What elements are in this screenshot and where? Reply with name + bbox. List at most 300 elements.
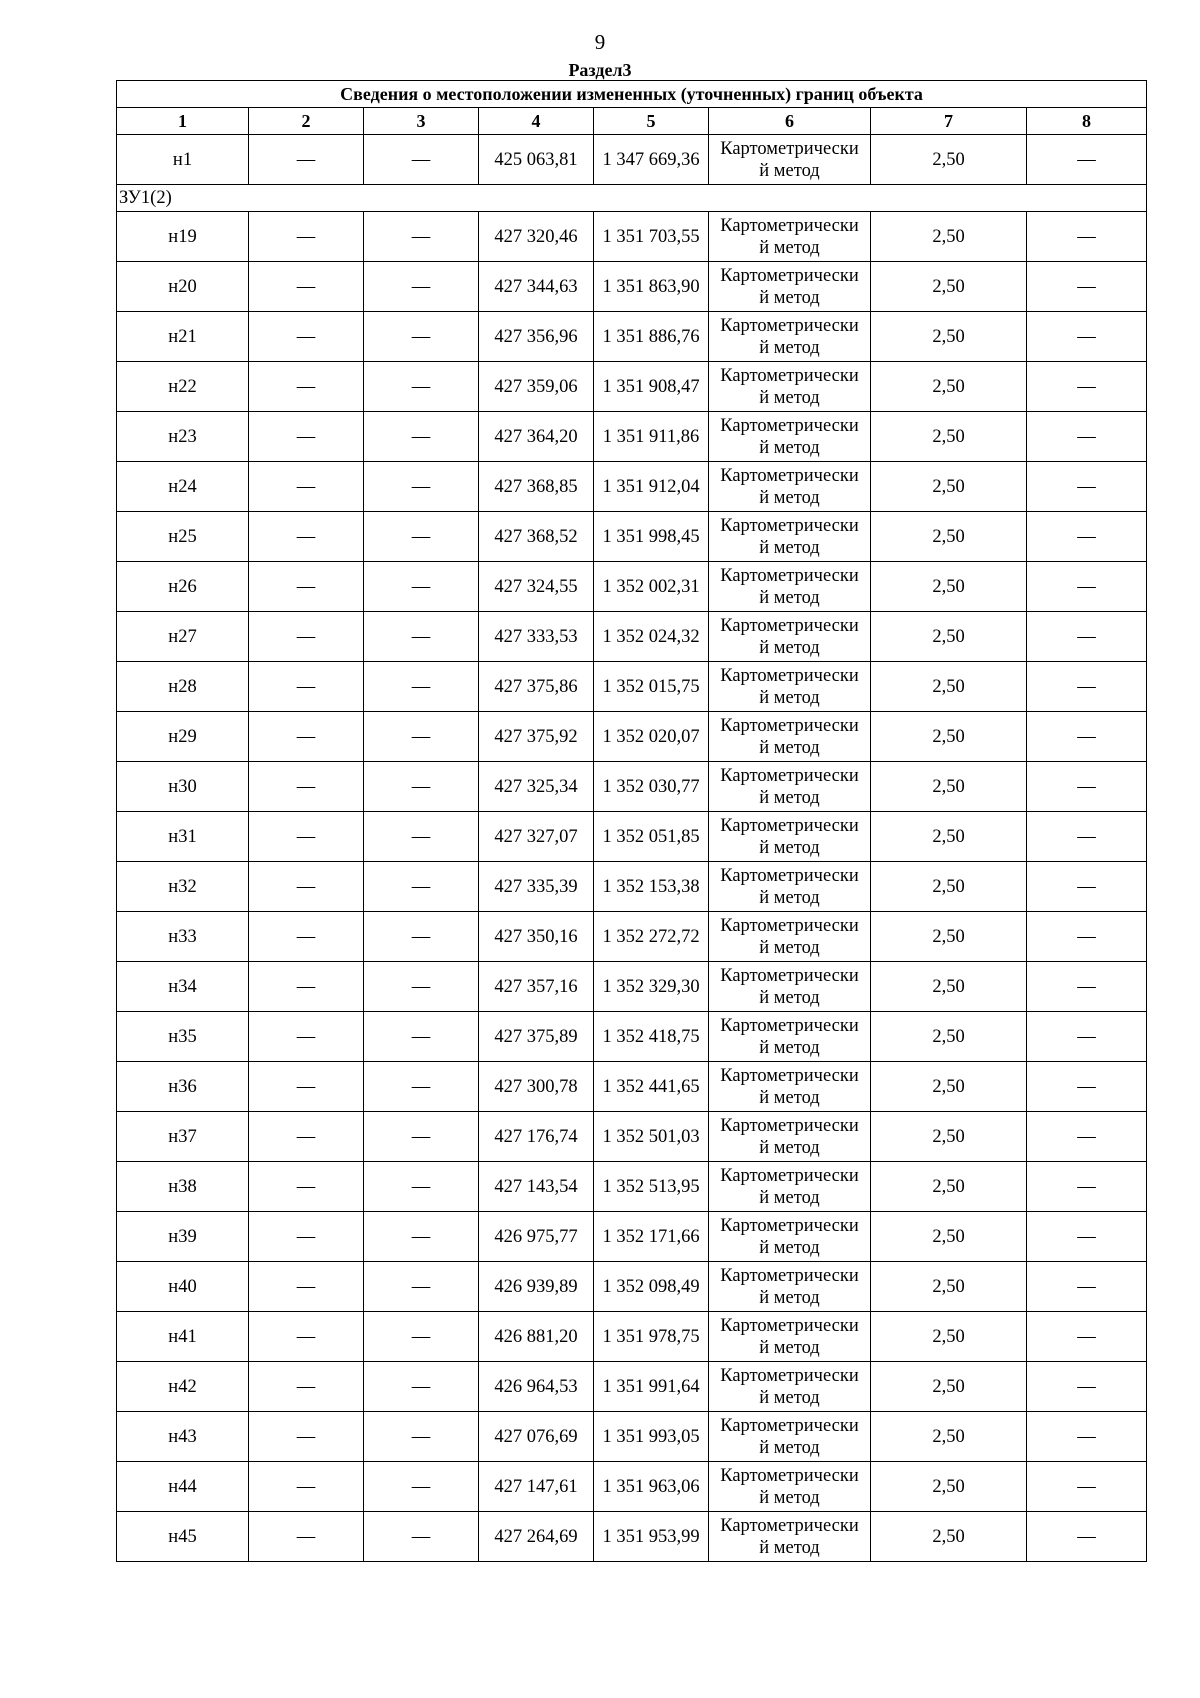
method-line-1: Картометрически [720,915,859,936]
y-coordinate-cell: 1 352 015,75 [594,662,709,712]
table-row [117,1262,1147,1312]
accuracy-cell: 2,50 [871,712,1027,762]
table-row [117,135,1147,185]
y-coordinate-cell: 1 352 002,31 [594,562,709,612]
method-line-1: Картометрически [720,965,859,986]
method-line-2: й метод [759,687,820,708]
y-coordinate-cell: 1 352 024,32 [594,612,709,662]
accuracy-cell: 2,50 [871,1312,1027,1362]
method-cell [709,812,871,862]
method-cell [709,512,871,562]
x-coordinate-cell: 427 324,55 [479,562,594,612]
table-row [117,1362,1147,1412]
empty-dash-cell: — [1027,662,1147,712]
x-coordinate-cell: 427 076,69 [479,1412,594,1462]
point-name-cell: н24 [117,462,249,512]
method-cell [709,135,871,185]
table-header-row [117,108,1147,135]
point-name-cell: н21 [117,312,249,362]
column-header: 1 [117,108,249,135]
empty-dash-cell: — [364,812,479,862]
empty-dash-cell: — [1027,212,1147,262]
empty-dash-cell: — [1027,1362,1147,1412]
empty-dash-cell: — [364,1212,479,1262]
method-line-1: Картометрически [720,415,859,436]
empty-dash-cell: — [364,1162,479,1212]
method-line-2: й метод [759,587,820,608]
point-name-cell: н44 [117,1462,249,1512]
y-coordinate-cell: 1 351 886,76 [594,312,709,362]
empty-dash-cell: — [1027,1262,1147,1312]
column-header: 4 [479,108,594,135]
table-row [117,662,1147,712]
y-coordinate-cell: 1 351 978,75 [594,1312,709,1362]
empty-dash-cell: — [1027,1012,1147,1062]
empty-dash-cell: — [249,1512,364,1562]
method-line-2: й метод [759,1487,820,1508]
table-row [117,412,1147,462]
x-coordinate-cell: 427 335,39 [479,862,594,912]
point-name-cell: н33 [117,912,249,962]
method-line-1: Картометрически [720,138,859,159]
section-title: Раздел3 [568,60,632,80]
method-line-2: й метод [759,1237,820,1258]
method-line-2: й метод [759,437,820,458]
method-line-2: й метод [759,887,820,908]
point-name-cell: н28 [117,662,249,712]
y-coordinate-cell: 1 352 171,66 [594,1212,709,1262]
empty-dash-cell: — [1027,362,1147,412]
point-name-cell: н26 [117,562,249,612]
y-coordinate-cell: 1 351 998,45 [594,512,709,562]
method-line-1: Картометрически [720,1215,859,1236]
empty-dash-cell: — [249,135,364,185]
accuracy-cell: 2,50 [871,962,1027,1012]
empty-dash-cell: — [1027,1512,1147,1562]
empty-dash-cell: — [1027,862,1147,912]
empty-dash-cell: — [249,1462,364,1512]
empty-dash-cell: — [1027,1412,1147,1462]
empty-dash-cell: — [249,512,364,562]
method-cell [709,462,871,512]
accuracy-cell: 2,50 [871,812,1027,862]
method-cell [709,612,871,662]
accuracy-cell: 2,50 [871,862,1027,912]
method-line-1: Картометрически [720,1115,859,1136]
accuracy-cell: 2,50 [871,1262,1027,1312]
column-header: 7 [871,108,1027,135]
point-name-cell: н39 [117,1212,249,1262]
method-line-1: Картометрически [720,215,859,236]
empty-dash-cell: — [1027,135,1147,185]
method-line-2: й метод [759,837,820,858]
column-header: 8 [1027,108,1147,135]
table-row [117,1062,1147,1112]
point-name-cell: н45 [117,1512,249,1562]
table-row [117,1512,1147,1562]
table-row [117,362,1147,412]
x-coordinate-cell: 425 063,81 [479,135,594,185]
point-name-cell: н34 [117,962,249,1012]
empty-dash-cell: — [1027,1212,1147,1262]
table-row [117,812,1147,862]
method-line-1: Картометрически [720,815,859,836]
method-line-1: Картометрически [720,515,859,536]
table-row [117,762,1147,812]
y-coordinate-cell: 1 351 911,86 [594,412,709,462]
point-name-cell: н35 [117,1012,249,1062]
empty-dash-cell: — [364,362,479,412]
empty-dash-cell: — [1027,812,1147,862]
point-name-cell: н27 [117,612,249,662]
empty-dash-cell: — [1027,1062,1147,1112]
empty-dash-cell: — [1027,1112,1147,1162]
empty-dash-cell: — [249,862,364,912]
method-line-2: й метод [759,1287,820,1308]
method-cell [709,762,871,812]
point-name-cell: н37 [117,1112,249,1162]
method-line-2: й метод [759,287,820,308]
accuracy-cell: 2,50 [871,612,1027,662]
empty-dash-cell: — [249,1062,364,1112]
method-line-2: й метод [759,487,820,508]
y-coordinate-cell: 1 352 329,30 [594,962,709,1012]
x-coordinate-cell: 427 327,07 [479,812,594,862]
group-label: ЗУ1(2) [117,185,1147,212]
method-cell [709,1312,871,1362]
x-coordinate-cell: 427 375,92 [479,712,594,762]
empty-dash-cell: — [364,212,479,262]
x-coordinate-cell: 427 375,89 [479,1012,594,1062]
x-coordinate-cell: 427 368,85 [479,462,594,512]
empty-dash-cell: — [249,1112,364,1162]
empty-dash-cell: — [249,212,364,262]
y-coordinate-cell: 1 352 501,03 [594,1112,709,1162]
y-coordinate-cell: 1 351 991,64 [594,1362,709,1412]
table-row [117,562,1147,612]
empty-dash-cell: — [364,562,479,612]
method-cell [709,312,871,362]
x-coordinate-cell: 426 881,20 [479,1312,594,1362]
x-coordinate-cell: 427 344,63 [479,262,594,312]
point-name-cell: н41 [117,1312,249,1362]
accuracy-cell: 2,50 [871,1212,1027,1262]
table-row [117,212,1147,262]
method-cell [709,1362,871,1412]
y-coordinate-cell: 1 351 963,06 [594,1462,709,1512]
table-row [117,462,1147,512]
accuracy-cell: 2,50 [871,1412,1027,1462]
accuracy-cell: 2,50 [871,1512,1027,1562]
table-caption: Сведения о местоположении измененных (уточненных) границ объекта [117,81,1147,108]
empty-dash-cell: — [364,312,479,362]
empty-dash-cell: — [249,1312,364,1362]
method-line-1: Картометрически [720,1315,859,1336]
empty-dash-cell: — [364,712,479,762]
empty-dash-cell: — [1027,312,1147,362]
empty-dash-cell: — [1027,1312,1147,1362]
empty-dash-cell: — [1027,962,1147,1012]
table-row [117,1312,1147,1362]
y-coordinate-cell: 1 351 863,90 [594,262,709,312]
y-coordinate-cell: 1 352 051,85 [594,812,709,862]
method-line-2: й метод [759,237,820,258]
empty-dash-cell: — [249,412,364,462]
accuracy-cell: 2,50 [871,262,1027,312]
method-line-1: Картометрически [720,365,859,386]
empty-dash-cell: — [1027,512,1147,562]
method-line-1: Картометрически [720,715,859,736]
method-line-1: Картометрически [720,1415,859,1436]
method-line-1: Картометрически [720,1065,859,1086]
empty-dash-cell: — [249,462,364,512]
empty-dash-cell: — [364,1462,479,1512]
x-coordinate-cell: 427 147,61 [479,1462,594,1512]
empty-dash-cell: — [1027,412,1147,462]
empty-dash-cell: — [249,312,364,362]
method-line-2: й метод [759,160,820,181]
method-line-2: й метод [759,1137,820,1158]
method-line-1: Картометрически [720,265,859,286]
method-cell [709,1212,871,1262]
point-name-cell: н1 [117,135,249,185]
empty-dash-cell: — [364,412,479,462]
point-name-cell: н36 [117,1062,249,1112]
accuracy-cell: 2,50 [871,1062,1027,1112]
method-cell [709,962,871,1012]
y-coordinate-cell: 1 351 703,55 [594,212,709,262]
column-header: 6 [709,108,871,135]
method-line-1: Картометрически [720,1465,859,1486]
x-coordinate-cell: 427 368,52 [479,512,594,562]
group-row [117,185,1147,212]
empty-dash-cell: — [1027,1162,1147,1212]
method-cell [709,1412,871,1462]
y-coordinate-cell: 1 351 908,47 [594,362,709,412]
accuracy-cell: 2,50 [871,912,1027,962]
point-name-cell: н20 [117,262,249,312]
accuracy-cell: 2,50 [871,512,1027,562]
empty-dash-cell: — [249,612,364,662]
empty-dash-cell: — [364,1362,479,1412]
point-name-cell: н40 [117,1262,249,1312]
empty-dash-cell: — [364,662,479,712]
empty-dash-cell: — [364,1412,479,1462]
point-name-cell: н31 [117,812,249,862]
method-cell [709,1112,871,1162]
empty-dash-cell: — [364,962,479,1012]
method-line-1: Картометрически [720,565,859,586]
x-coordinate-cell: 427 176,74 [479,1112,594,1162]
empty-dash-cell: — [249,912,364,962]
table-row [117,712,1147,762]
empty-dash-cell: — [249,1012,364,1062]
table-row [117,612,1147,662]
method-line-1: Картометрически [720,1015,859,1036]
method-line-1: Картометрически [720,1365,859,1386]
method-line-1: Картометрически [720,865,859,886]
y-coordinate-cell: 1 347 669,36 [594,135,709,185]
x-coordinate-cell: 427 350,16 [479,912,594,962]
y-coordinate-cell: 1 352 418,75 [594,1012,709,1062]
method-line-1: Картометрически [720,615,859,636]
empty-dash-cell: — [249,662,364,712]
empty-dash-cell: — [364,612,479,662]
table-row [117,1212,1147,1262]
x-coordinate-cell: 427 300,78 [479,1062,594,1112]
column-header: 5 [594,108,709,135]
accuracy-cell: 2,50 [871,562,1027,612]
method-line-1: Картометрически [720,765,859,786]
empty-dash-cell: — [249,1362,364,1412]
method-line-1: Картометрически [720,1165,859,1186]
method-cell [709,912,871,962]
x-coordinate-cell: 426 975,77 [479,1212,594,1262]
accuracy-cell: 2,50 [871,1362,1027,1412]
x-coordinate-cell: 426 939,89 [479,1262,594,1312]
page-number: 9 [594,30,606,54]
method-line-2: й метод [759,1387,820,1408]
x-coordinate-cell: 427 320,46 [479,212,594,262]
x-coordinate-cell: 427 375,86 [479,662,594,712]
method-cell [709,362,871,412]
table-row [117,1162,1147,1212]
column-header: 2 [249,108,364,135]
method-line-2: й метод [759,937,820,958]
x-coordinate-cell: 427 333,53 [479,612,594,662]
x-coordinate-cell: 427 357,16 [479,962,594,1012]
accuracy-cell: 2,50 [871,135,1027,185]
empty-dash-cell: — [249,712,364,762]
method-cell [709,662,871,712]
empty-dash-cell: — [364,1262,479,1312]
y-coordinate-cell: 1 351 953,99 [594,1512,709,1562]
accuracy-cell: 2,50 [871,1462,1027,1512]
empty-dash-cell: — [364,512,479,562]
method-line-2: й метод [759,1187,820,1208]
method-cell [709,862,871,912]
method-cell [709,1012,871,1062]
y-coordinate-cell: 1 352 153,38 [594,862,709,912]
table-row [117,1462,1147,1512]
empty-dash-cell: — [249,1262,364,1312]
method-line-2: й метод [759,537,820,558]
empty-dash-cell: — [364,1512,479,1562]
method-cell [709,712,871,762]
empty-dash-cell: — [1027,462,1147,512]
empty-dash-cell: — [1027,1462,1147,1512]
method-line-2: й метод [759,1337,820,1358]
method-line-2: й метод [759,1037,820,1058]
accuracy-cell: 2,50 [871,212,1027,262]
y-coordinate-cell: 1 352 513,95 [594,1162,709,1212]
method-line-2: й метод [759,387,820,408]
table-caption-row [117,81,1147,108]
method-line-2: й метод [759,987,820,1008]
y-coordinate-cell: 1 352 272,72 [594,912,709,962]
method-cell [709,212,871,262]
table-row [117,912,1147,962]
point-name-cell: н30 [117,762,249,812]
point-name-cell: н25 [117,512,249,562]
accuracy-cell: 2,50 [871,1012,1027,1062]
method-cell [709,562,871,612]
empty-dash-cell: — [249,1162,364,1212]
accuracy-cell: 2,50 [871,762,1027,812]
y-coordinate-cell: 1 351 993,05 [594,1412,709,1462]
x-coordinate-cell: 427 356,96 [479,312,594,362]
method-cell [709,1512,871,1562]
method-line-2: й метод [759,787,820,808]
method-line-1: Картометрически [720,1265,859,1286]
accuracy-cell: 2,50 [871,1162,1027,1212]
table-row [117,512,1147,562]
method-line-1: Картометрически [720,465,859,486]
empty-dash-cell: — [249,1212,364,1262]
table-row [117,262,1147,312]
column-header: 3 [364,108,479,135]
empty-dash-cell: — [1027,762,1147,812]
method-line-2: й метод [759,1537,820,1558]
method-line-2: й метод [759,737,820,758]
method-line-2: й метод [759,1087,820,1108]
empty-dash-cell: — [364,1112,479,1162]
point-name-cell: н29 [117,712,249,762]
point-name-cell: н43 [117,1412,249,1462]
point-name-cell: н32 [117,862,249,912]
empty-dash-cell: — [364,262,479,312]
empty-dash-cell: — [364,912,479,962]
empty-dash-cell: — [1027,612,1147,662]
point-name-cell: н42 [117,1362,249,1412]
empty-dash-cell: — [1027,712,1147,762]
empty-dash-cell: — [364,1062,479,1112]
empty-dash-cell: — [1027,562,1147,612]
empty-dash-cell: — [364,862,479,912]
x-coordinate-cell: 426 964,53 [479,1362,594,1412]
empty-dash-cell: — [364,1312,479,1362]
table-row [117,1112,1147,1162]
empty-dash-cell: — [364,762,479,812]
empty-dash-cell: — [249,562,364,612]
method-line-1: Картометрически [720,1515,859,1536]
x-coordinate-cell: 427 364,20 [479,412,594,462]
y-coordinate-cell: 1 351 912,04 [594,462,709,512]
empty-dash-cell: — [249,362,364,412]
empty-dash-cell: — [249,962,364,1012]
point-name-cell: н38 [117,1162,249,1212]
method-line-2: й метод [759,637,820,658]
accuracy-cell: 2,50 [871,412,1027,462]
accuracy-cell: 2,50 [871,462,1027,512]
method-cell [709,1462,871,1512]
point-name-cell: н19 [117,212,249,262]
y-coordinate-cell: 1 352 441,65 [594,1062,709,1112]
point-name-cell: н22 [117,362,249,412]
method-line-1: Картометрически [720,315,859,336]
x-coordinate-cell: 427 359,06 [479,362,594,412]
method-cell [709,262,871,312]
method-line-2: й метод [759,337,820,358]
table-row [117,1412,1147,1462]
table-row [117,312,1147,362]
accuracy-cell: 2,50 [871,662,1027,712]
y-coordinate-cell: 1 352 030,77 [594,762,709,812]
x-coordinate-cell: 427 325,34 [479,762,594,812]
method-cell [709,1062,871,1112]
table-row [117,962,1147,1012]
table-row [117,862,1147,912]
